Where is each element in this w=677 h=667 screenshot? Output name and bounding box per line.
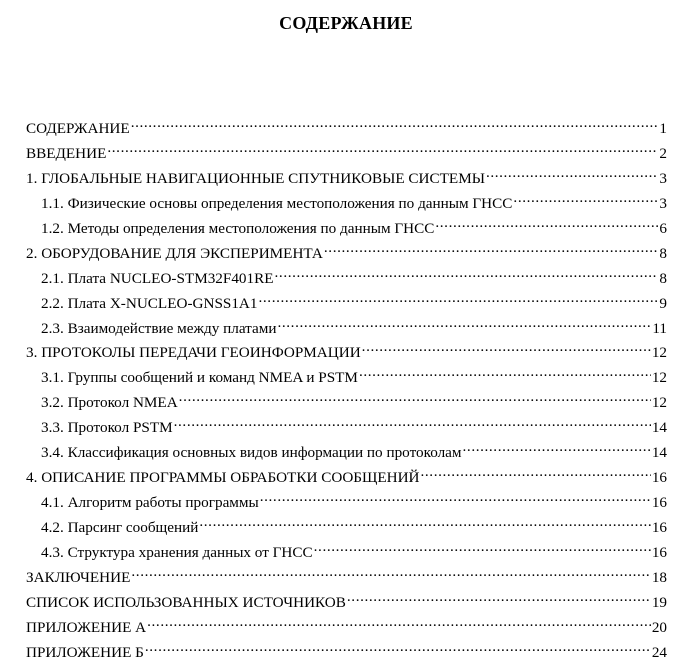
- toc-entry-page: 12: [651, 344, 667, 362]
- toc-entry[interactable]: [0, 163, 667, 188]
- toc-entry-title: ПРИЛОЖЕНИЕ Б: [26, 643, 144, 661]
- dot-leader: [174, 412, 651, 432]
- toc-entry-title: ВВЕДЕНИЕ: [26, 144, 107, 162]
- toc-entry-title: 1.2. Методы определения местоположения по данным ГНСС: [41, 219, 435, 237]
- toc-entry[interactable]: [0, 362, 667, 387]
- toc-entry-title: 1. ГЛОБАЛЬНЫЕ НАВИГАЦИОННЫЕ СПУТНИКОВЫЕ СИСТЕМЫ: [26, 169, 485, 187]
- toc-entry-title: 4.3. Структура хранения данных от ГНСС: [41, 543, 313, 561]
- toc-entry[interactable]: [0, 288, 667, 313]
- toc-entry[interactable]: [0, 188, 667, 213]
- dot-leader: [486, 163, 658, 183]
- toc-entry-page: 14: [651, 444, 667, 462]
- toc-entry-page: 16: [651, 519, 667, 536]
- toc-entry-page: 16: [651, 494, 667, 512]
- toc-entry-page: 12: [651, 369, 667, 387]
- toc-entry-page: 16: [651, 469, 667, 487]
- toc-entry[interactable]: [0, 387, 667, 412]
- dot-leader: [107, 138, 658, 158]
- dot-leader: [275, 263, 659, 283]
- toc-entry-title: 3.4. Классификация основных видов информации по протоколам: [41, 444, 462, 462]
- toc-entry-title: СПИСОК ИСПОЛЬЗОВАННЫХ ИСТОЧНИКОВ: [26, 593, 346, 611]
- toc-entry[interactable]: [0, 537, 667, 562]
- dot-leader: [131, 562, 650, 582]
- dot-leader: [179, 387, 651, 407]
- toc-entry-page: 9: [659, 294, 667, 312]
- toc-entry[interactable]: [0, 138, 667, 163]
- table-of-contents: [0, 113, 667, 662]
- toc-entry-title: 4. ОПИСАНИЕ ПРОГРАММЫ ОБРАБОТКИ СООБЩЕНИЙ: [26, 469, 420, 487]
- toc-entry-title: 2. ОБОРУДОВАНИЕ ДЛЯ ЭКСПЕРИМЕНТА: [26, 244, 323, 262]
- toc-entry-title: 3. ПРОТОКОЛЫ ПЕРЕДАЧИ ГЕОИНФОРМАЦИИ: [26, 344, 361, 362]
- toc-entry-title: 2.2. Плата X-NUCLEO-GNSS1A1: [41, 294, 258, 312]
- toc-entry-title: 1.1. Физические основы определения местоположения по данным ГНСС: [41, 194, 513, 212]
- toc-entry[interactable]: [0, 512, 667, 537]
- toc-entry[interactable]: [0, 437, 667, 462]
- toc-entry[interactable]: [0, 412, 667, 437]
- dot-leader: [347, 587, 651, 607]
- dot-leader: [131, 113, 659, 133]
- toc-entry-title: СОДЕРЖАНИЕ: [26, 120, 130, 137]
- dot-leader: [435, 213, 658, 233]
- dot-leader: [314, 537, 651, 557]
- toc-entry-title: 4.2. Парсинг сообщений: [41, 519, 199, 536]
- dot-leader: [362, 337, 651, 357]
- toc-entry[interactable]: [0, 263, 667, 288]
- toc-entry-title: 2.1. Плата NUCLEO-STM32F401RE: [41, 269, 274, 287]
- toc-entry-title: ПРИЛОЖЕНИЕ А: [26, 618, 147, 636]
- toc-entry-page: 8: [659, 244, 667, 262]
- dot-leader: [260, 487, 651, 507]
- toc-entry-title: ЗАКЛЮЧЕНИЕ: [26, 568, 131, 586]
- toc-entry[interactable]: [0, 337, 667, 362]
- toc-entry-page: 1: [659, 120, 667, 137]
- toc-entry-page: 20: [651, 618, 667, 636]
- toc-entry-page: 8: [659, 269, 667, 287]
- toc-entry-title: 3.1. Группы сообщений и команд NMEA и PSTM: [41, 369, 358, 387]
- dot-leader: [324, 238, 659, 258]
- dot-leader: [513, 188, 658, 208]
- toc-entry-page: 18: [651, 568, 667, 586]
- toc-entry[interactable]: [0, 587, 667, 612]
- toc-entry-page: 12: [651, 394, 667, 412]
- dot-leader: [421, 462, 651, 482]
- dot-leader: [145, 637, 651, 657]
- dot-leader: [463, 437, 651, 457]
- toc-entry[interactable]: [0, 637, 667, 662]
- page-title: СОДЕРЖАНИЕ: [279, 13, 413, 33]
- toc-entry-page: 19: [651, 593, 667, 611]
- dot-leader: [147, 612, 651, 632]
- toc-entry[interactable]: [0, 487, 667, 512]
- dot-leader: [359, 362, 651, 382]
- toc-entry-page: 2: [659, 144, 667, 162]
- toc-entry[interactable]: [0, 113, 667, 138]
- toc-entry-page: 6: [659, 219, 667, 237]
- toc-entry-title: 2.3. Взаимодействие между платами: [41, 319, 277, 337]
- toc-entry-title: 3.3. Протокол PSTM: [41, 419, 173, 437]
- toc-entry[interactable]: [0, 313, 667, 338]
- toc-entry-page: 3: [659, 194, 667, 212]
- toc-entry-page: 14: [651, 419, 667, 437]
- dot-leader: [199, 512, 650, 532]
- toc-entry-page: 11: [652, 319, 667, 337]
- toc-entry[interactable]: [0, 462, 667, 487]
- dot-leader: [277, 313, 651, 333]
- toc-entry-page: 16: [651, 543, 667, 561]
- toc-entry[interactable]: [0, 612, 667, 637]
- toc-entry[interactable]: [0, 238, 667, 263]
- toc-entry-page: 3: [659, 169, 667, 187]
- toc-entry[interactable]: [0, 562, 667, 587]
- toc-entry-title: 4.1. Алгоритм работы программы: [41, 494, 259, 512]
- toc-entry-page: 24: [651, 643, 667, 661]
- toc-entry-title: 3.2. Протокол NMEA: [41, 394, 178, 412]
- toc-entry[interactable]: [0, 213, 667, 238]
- dot-leader: [259, 288, 659, 308]
